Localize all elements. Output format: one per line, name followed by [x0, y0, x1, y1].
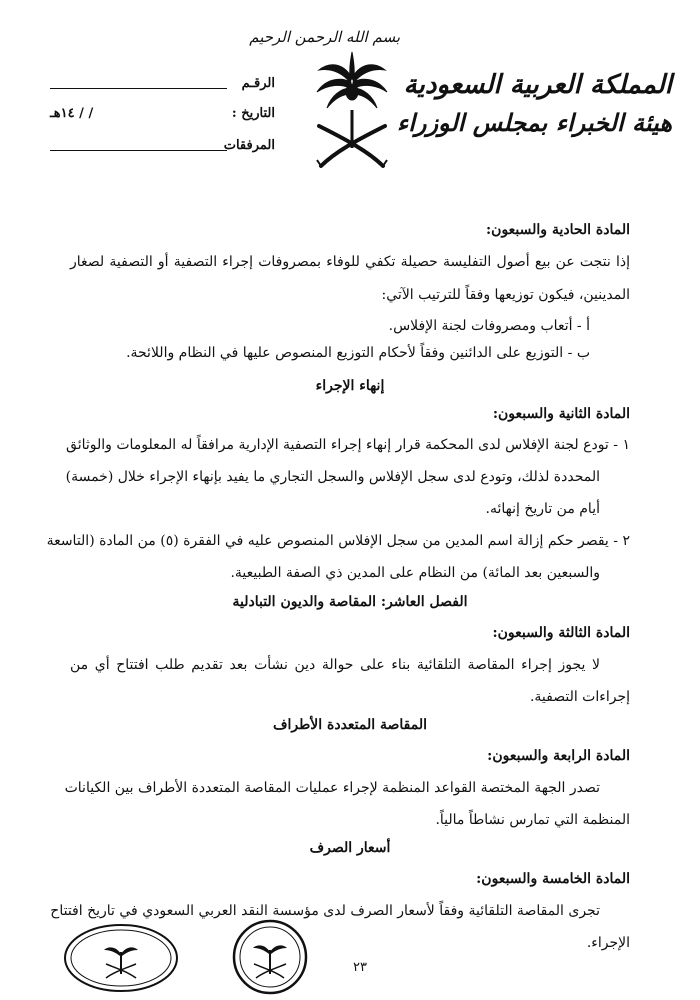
article-75-line-1: تجرى المقاصة التلقائية وفقاً لأسعار الصرف لدى مؤسسة النقد العربي السعودي في تاريخ افتتاح [50, 903, 600, 919]
heading-multilateral-netting: المقاصة المتعددة الأطراف [272, 717, 428, 733]
heading-end-procedure: إنهاء الإجراء [315, 378, 385, 394]
article-72-title: المادة الثانية والسبعون: [492, 406, 630, 422]
article-72-item-2-line-2: والسبعين بعد المائة) من النظام على المدين ذي الصفة الطبيعية. [230, 565, 600, 581]
article-73-title: المادة الثالثة والسبعون: [492, 625, 630, 641]
attachments-label: المرفقات [223, 138, 275, 153]
article-71-line-2: المدينين، فيكون توزيعها وفقاً للترتيب الآتي: [381, 287, 630, 303]
chapter-10-heading: الفصل العاشر: المقاصة والديون التبادلية [232, 594, 468, 610]
article-72-item-1-line-3: أيام من تاريخ إنهائه. [485, 501, 600, 517]
article-71-item-b: ب - التوزيع على الدائنين وفقاً لأحكام التوزيع المنصوص عليها في النظام واللائحة. [126, 345, 590, 361]
article-72-item-1-line-2: المحددة لذلك، وتودع لدى سجل الإفلاس والسجل التجاري ما يفيد بإنهاء الإجراء خلال (خمسة) [65, 469, 600, 485]
attachments-line [50, 150, 227, 151]
heading-exchange-rates: أسعار الصرف [309, 840, 391, 856]
reference-label: الرقـم [241, 76, 275, 91]
article-74-line-1: تصدر الجهة المختصة القواعد المنظمة لإجراء عمليات المقاصة المتعددة الأطراف بين الكيانات [64, 780, 600, 796]
kingdom-title: المملكة العربية السعودية [403, 70, 672, 100]
article-71-title: المادة الحادية والسبعون: [486, 222, 630, 238]
article-71-item-a: أ - أتعاب ومصروفات لجنة الإفلاس. [388, 318, 590, 334]
article-74-line-2: المنظمة التي تمارس نشاطاً مالياً. [435, 812, 630, 828]
basmala: بسم الله الرحمن الرحيم [249, 28, 400, 46]
official-seal-left-icon [62, 922, 180, 994]
article-73-line-2: إجراءات التصفية. [529, 689, 630, 705]
article-75-title: المادة الخامسة والسبعون: [476, 871, 630, 887]
official-seal-right-icon [216, 918, 324, 996]
council-title: هيئة الخبراء بمجلس الوزراء [396, 108, 672, 137]
article-74-title: المادة الرابعة والسبعون: [487, 748, 630, 764]
reference-line [50, 88, 227, 89]
article-72-item-1-line-1: ١ - تودع لجنة الإفلاس لدى المحكمة قرار إنهاء إجراء التصفية الإدارية مرافقاً له المعلومات والوثائق [66, 437, 630, 453]
article-72-item-2-line-1: ٢ - يقصر حكم إزالة اسم المدين من سجل الإفلاس المنصوص عليه في الفقرة (٥) من المادة (التاسعة [46, 533, 630, 549]
attachments-field [50, 138, 275, 158]
palm-swords-emblem-icon [313, 48, 391, 170]
date-value: / / ١٤هـ [50, 106, 94, 121]
article-71-line-1: إذا نتجت عن بيع أصول التفليسة حصيلة تكفي للوفاء بمصروفات إجراء التصفية أو التصفية لصغار [70, 254, 630, 270]
article-75-line-2: الإجراء. [586, 935, 630, 951]
page-number: ٢٣ [353, 960, 367, 975]
date-label: التاريخ : [231, 106, 275, 121]
reference-field [50, 76, 275, 96]
article-73-line-1: لا يجوز إجراء المقاصة التلقائية بناء على حوالة دين نشأت بعد تقديم طلب افتتاح أي من [70, 657, 600, 673]
date-field [50, 106, 275, 126]
